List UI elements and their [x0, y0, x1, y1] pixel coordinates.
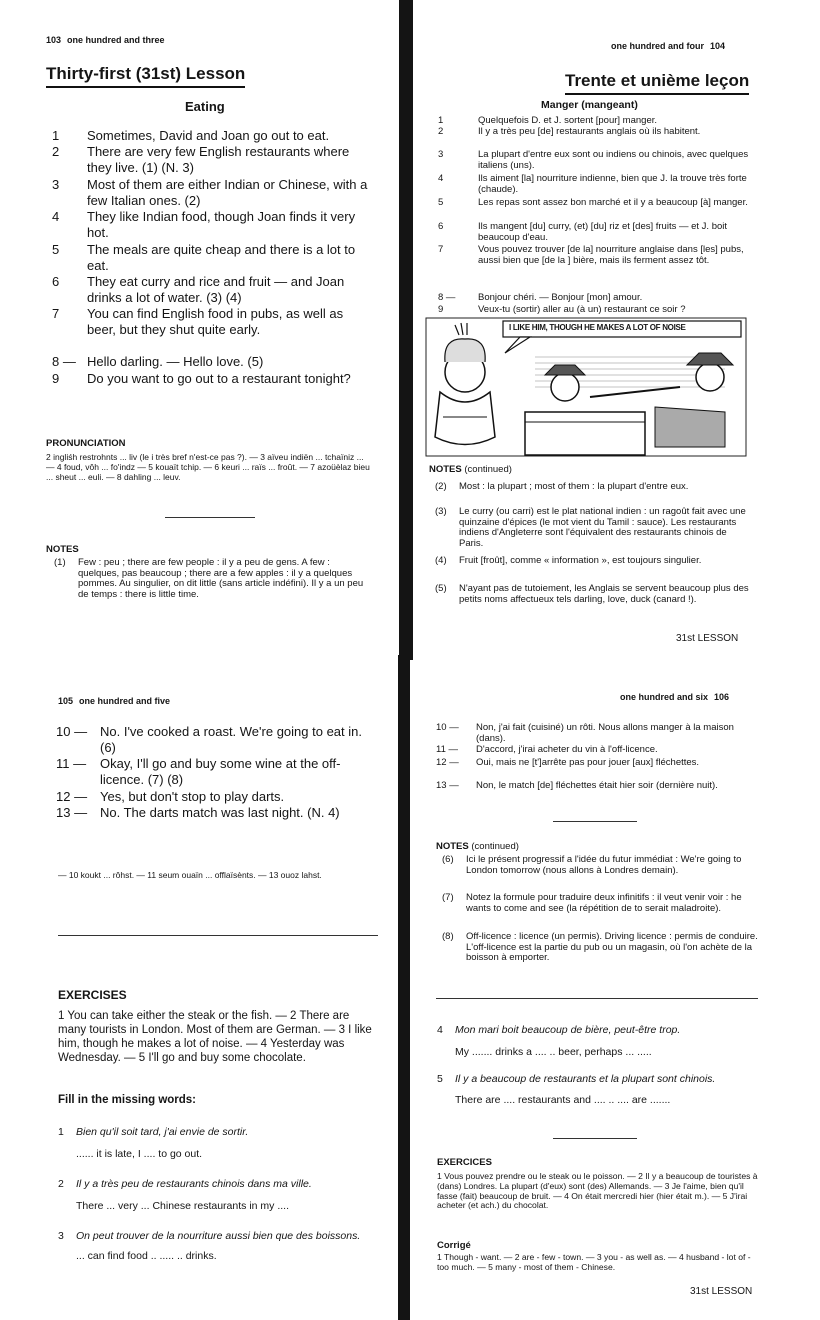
- note-2: (2) Most : la plupart ; most of them : la plupart d'entre eux.: [435, 481, 689, 492]
- sentence-11-en: 11 — Okay, I'll go and buy some wine at the off-licence. (7) (8): [56, 756, 341, 787]
- sentence-5-en: 5 The meals are quite cheap and there is a lot to eat.: [52, 242, 356, 273]
- divider: [553, 821, 637, 822]
- sentence-12-en: 12 — Yes, but don't stop to play darts.: [56, 789, 285, 804]
- page-number: 106: [714, 692, 730, 702]
- fill-item-3: 3 On peut trouver de la nourriture aussi bien que des boissons. ... can find food .. ..... .. drinks.: [58, 1230, 380, 1262]
- exercices-heading: EXERCICES: [437, 1157, 492, 1168]
- divider: [436, 998, 758, 999]
- note-3: (3) Le curry (ou carri) est le plat national indien : un ragoût fait avec une quinzaine d'épices (le mot vient du Tamil : sauce). Les restaurants indiens d'Angleterre sont l'équivalent des restaurants chinois de Paris.: [435, 506, 746, 549]
- sentence-11-fr: 11 — D'accord, j'irai acheter du vin à l'off-licence.: [436, 744, 658, 755]
- fill-item-4: 4 Mon mari boit beaucoup de bière, peut-être trop. My ....... drinks a .... .. beer, perhaps ... .....: [437, 1024, 759, 1058]
- sentence-12-fr: 12 — Oui, mais ne [t']arrête pas pour jouer [aux] fléchettes.: [436, 757, 700, 768]
- fill-heading: Fill in the missing words:: [58, 1094, 197, 1106]
- sentence-8-en: 8 — Hello darling. — Hello love. (5): [52, 354, 264, 369]
- page-header-103: [46, 35, 165, 45]
- note-1: (1) Few : peu ; there are few people : il y a peu de gens. A few : quelques, pas beaucoup ; there are a few apples : il y a quelques pommes. Au singulier, on dit little (sans article indéfini). Il y a un peu de temps : there is little time.: [54, 557, 364, 600]
- notes-heading-fr: NOTES (continued): [429, 464, 512, 475]
- sentence-7-fr: 7 Vous pouvez trouver [de la] nourriture anglaise dans [les] pubs, aussi bien que [de la ] bière, mais ils ferment assez tôt.: [438, 244, 744, 266]
- page-header-text: one hundred and three: [67, 35, 165, 45]
- page-number: 103: [46, 35, 62, 45]
- fill-item-2: 2 Il y a très peu de restaurants chinois dans ma ville. There ... very ... Chinese restaurants in my ....: [58, 1178, 380, 1212]
- sentence-1-en: 1 Sometimes, David and Joan go out to eat.: [52, 128, 330, 143]
- notes-heading: NOTES: [46, 544, 79, 555]
- notes-heading-106: NOTES (continued): [436, 841, 519, 852]
- lesson-footer: 31st LESSON: [676, 633, 739, 644]
- page-header-text: one hundred and six: [620, 692, 709, 702]
- corrige-heading: Corrigé: [437, 1240, 471, 1251]
- exercices-text: 1 Vous pouvez prendre ou le steak ou le poisson. — 2 Il y a beaucoup de touristes à (dans) Londres. La plupart (d'eux) sont (des) Allemands. — 3 Je l'aime, bien qu'il fasse (fait) beaucoup de bruit. — 4 On était mercredi hier (hier était m.). — 5 J'irai acheter (et ach.) du chocolat.: [437, 1171, 758, 1211]
- cartoon-illustration: [425, 317, 747, 457]
- note-7: (7) Notez la formule pour traduire deux infinitifs : il veut venir voir : he wants to come and see (la répétition de to serait maladroite).: [442, 892, 742, 914]
- lesson-subtitle-en: Eating: [185, 99, 225, 114]
- fill-blank-line: ...... it is late, I .... to go out.: [76, 1148, 203, 1160]
- sentence-4-en: 4 They like Indian food, though Joan finds it very hot.: [52, 209, 356, 240]
- page-header-text: one hundred and five: [79, 696, 171, 706]
- sentence-3-en: 3 Most of them are either Indian or Chinese, with a few Italian ones. (2): [52, 177, 368, 208]
- sentence-2-fr: 2 Il y a très peu [de] restaurants anglais où ils habitent.: [438, 126, 701, 137]
- sentence-6-fr: 6 Ils mangent [du] curry, (et) [du] riz et [des] fruits — et J. boit beaucoup d'eau.: [438, 221, 728, 243]
- pronunciation-text-105: — 10 koukt ... rôhst. — 11 seum ouaïn ... offlaïsènts. — 13 ouoz lahst.: [58, 870, 322, 880]
- lesson-title-fr: Trente et unième leçon: [565, 71, 749, 95]
- divider: [165, 517, 255, 518]
- divider: [553, 1138, 637, 1139]
- sentence-2-en: 2 There are very few English restaurants where they live. (1) (N. 3): [52, 144, 350, 175]
- sentence-10-en: 10 — No. I've cooked a roast. We're going to eat in. (6): [56, 724, 362, 755]
- fill-item-1: 1 Bien qu'il soit tard, j'ai envie de sortir. ...... it is late, I .... to go out.: [58, 1126, 380, 1160]
- fill-blank-line: There are .... restaurants and .... .. .... are .......: [455, 1094, 671, 1106]
- note-8: (8) Off-licence : licence (un permis). Driving licence : permis de conduire. L'off-licence est la partie du pub ou un magasin, où l'on achète de la boisson à emporter.: [442, 931, 758, 963]
- lesson-title-en: Thirty-first (31st) Lesson: [46, 64, 245, 88]
- sentence-1-fr: 1 Quelquefois D. et J. sortent [pour] manger.: [438, 115, 658, 126]
- sentence-6-en: 6 They eat curry and rice and fruit — and Joan drinks a lot of water. (3) (4): [52, 274, 345, 305]
- page-header-104: [611, 41, 725, 51]
- note-5: (5) N'ayant pas de tutoiement, les Anglais se servent beaucoup plus des petits noms affectueux tels darling, love, duck (canard !).: [435, 583, 749, 605]
- page-header-105: [58, 696, 170, 706]
- note-6: (6) Ici le présent progressif a l'idée du futur immédiat : We're going to London tomorrow (nous allons à Londres demain).: [442, 854, 742, 876]
- sentence-10-fr: 10 — Non, j'ai fait (cuisiné) un rôti. Nous allons manger à la maison (dans).: [436, 722, 734, 744]
- sentence-9-en: 9 Do you want to go out to a restaurant tonight?: [52, 371, 351, 386]
- sentence-9-fr: 9 Veux-tu (sortir) aller au (à un) restaurant ce soir ?: [438, 304, 686, 315]
- sentence-3-fr: 3 La plupart d'entre eux sont ou indiens ou chinois, avec quelques italiens (uns).: [438, 149, 749, 171]
- page-number: 105: [58, 696, 74, 706]
- sentence-8-fr: 8 — Bonjour chéri. — Bonjour [mon] amour.: [438, 292, 643, 303]
- sentence-7-en: 7 You can find English food in pubs, as well as beer, but they shut quite early.: [52, 306, 344, 337]
- pronunciation-heading: PRONUNCIATION: [46, 438, 126, 449]
- page-number: 104: [710, 41, 726, 51]
- sentence-5-fr: 5 Les repas sont assez bon marché et il y a beaucoup [à] manger.: [438, 197, 748, 208]
- exercises-text: 1 You can take either the steak or the fish. — 2 There are many tourists in London. Most of them are German. — 3 I like him, though he makes a lot of noise. — 4 Yesterday was Wednesday. — 5 I'll go and buy some chocolate.: [58, 1010, 372, 1064]
- page-header-text: one hundred and four: [611, 41, 704, 51]
- corrige-text: 1 Though - want. — 2 are - few - town. — 3 you - as well as. — 4 husband - lot of - too much. — 5 many - most of them - Chinese.: [437, 1252, 751, 1272]
- fill-item-5: 5 Il y a beaucoup de restaurants et la plupart sont chinois. There are .... restaurants and .... .. .... are .......: [437, 1073, 759, 1106]
- note-4: (4) Fruit [froût], comme « information », est toujours singulier.: [435, 555, 702, 566]
- sentence-13-fr: 13 — Non, le match [de] fléchettes était hier soir (dernière nuit).: [436, 780, 718, 791]
- page-spine: [399, 0, 413, 660]
- fill-blank-line: My ....... drinks a .... .. beer, perhaps ... .....: [455, 1046, 652, 1058]
- page-header-106: [620, 692, 729, 702]
- sentence-13-en: 13 — No. The darts match was last night. (N. 4): [56, 805, 340, 820]
- sentence-4-fr: 4 Ils aiment [la] nourriture indienne, bien que J. la trouve très forte (chaude).: [438, 173, 747, 195]
- lesson-footer: 31st LESSON: [690, 1286, 753, 1297]
- lesson-subtitle-fr: Manger (mangeant): [541, 99, 638, 111]
- cartoon-drawing: [425, 317, 747, 457]
- cartoon-caption: I LIKE HIM, THOUGH HE MAKES A LOT OF NOISE: [509, 323, 686, 332]
- page-spine-lower: [398, 655, 410, 1320]
- divider: [58, 935, 378, 936]
- fill-blank-line: There ... very ... Chinese restaurants in my ....: [76, 1200, 289, 1212]
- exercises-heading: EXERCISES: [58, 988, 127, 1002]
- pronunciation-text: 2 ingliśh restrohnts ... liv (le i très bref n'est-ce pas ?). — 3 aïveu indiën ... tchaïniz ... — 4 foud, vôh ... fo'indz — 5 kouaït tchip. — 6 keuri ... raïs ... froût. — 7 azoüèlaz bieu ... sheut ... euli. — 8 dahling ... leuv.: [46, 452, 370, 482]
- fill-blank-line: ... can find food .. ..... .. drinks.: [76, 1250, 217, 1262]
